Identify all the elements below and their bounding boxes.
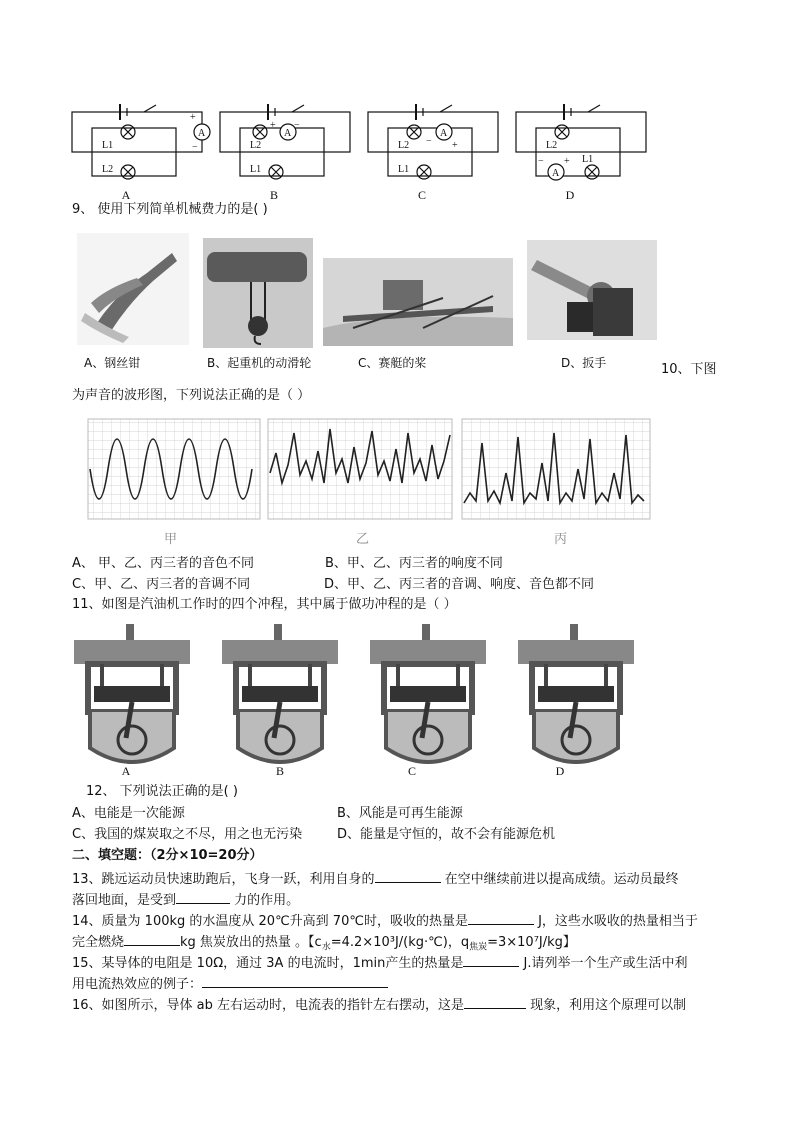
q12-option-a: A、电能是一次能源 — [72, 806, 185, 821]
pliers-photo — [77, 233, 189, 345]
ammeter-d: A — [552, 168, 560, 179]
ammeter-b: A — [284, 128, 292, 139]
lamp-label-l1-d: L1 — [582, 154, 594, 165]
q14-part-c: 完全燃烧 — [72, 935, 125, 950]
q14-blank-1[interactable] — [468, 910, 534, 925]
ammeter-a: A — [198, 128, 206, 139]
lamp-label-l1-b: L1 — [250, 164, 262, 175]
q9-option-b: B、起重机的动滑轮 — [207, 356, 312, 370]
wrench-photo — [527, 240, 657, 340]
q13-part-d: 力的作用。 — [230, 893, 300, 908]
q14-part-a: 14、质量为 100kg 的水温度从 20℃升高到 70℃时，吸收的热量是 — [72, 914, 468, 929]
engine-strokes-figure — [70, 618, 650, 780]
lamp-label-l2-c: L2 — [398, 140, 410, 151]
rowing-oar-photo — [323, 258, 513, 346]
q15-part-a: 15、某导体的电阻是 10Ω，通过 3A 的电流时，1min产生的热量是 — [72, 956, 464, 971]
q13-blank-1[interactable] — [375, 868, 441, 883]
q10-option-d: D、甲、乙、丙三者的音调、响度、音色都不同 — [324, 577, 595, 592]
wave-label-jia: 甲 — [164, 531, 178, 546]
q14-line1 — [72, 910, 698, 931]
q10-option-a: A、 甲、乙、丙三者的音色不同 — [72, 556, 255, 571]
q10-option-c: C、甲、乙、丙三者的音调不同 — [72, 577, 251, 592]
q15-part-c: 用电流热效应的例子： — [72, 977, 203, 992]
q16-line1 — [72, 994, 686, 1015]
lamp-label-l2-b: L2 — [250, 140, 262, 151]
polarity-minus-d: − — [538, 156, 544, 167]
section-2-title: 二、填空题：（2分×10=20分） — [72, 848, 263, 863]
engine-label-c: C — [407, 764, 416, 778]
q13-part-b: 在空中继续前进以提高成绩。运动员最终 — [440, 872, 679, 887]
polarity-plus-b: + — [270, 120, 276, 131]
q13-blank-2[interactable] — [176, 889, 230, 904]
q16-part-a: 16、如图所示，导体 ab 左右运动时，电流表的指针左右摆动，这是 — [72, 998, 465, 1013]
engine-label-b: B — [275, 764, 284, 778]
q14-part-f: =3×10⁷J/kg】 — [487, 935, 576, 950]
q14-part-d: kg 焦炭放出的热量 。【c — [180, 935, 322, 950]
polarity-plus-c: + — [452, 140, 458, 151]
waveform-figure — [84, 413, 654, 553]
q12-stem: 12、 下列说法正确的是( ) — [86, 784, 238, 799]
q9-option-c: C、赛艇的桨 — [358, 356, 427, 370]
q9-option-a: A、钢丝钳 — [84, 356, 141, 370]
circuit-label-d: D — [565, 188, 575, 202]
wave-label-bing: 丙 — [554, 531, 568, 546]
q15-line1 — [72, 952, 687, 973]
q13-line1 — [72, 868, 679, 889]
q11-stem: 11、如图是汽油机工作时的四个冲程，其中属于做功冲程的是（ ） — [72, 597, 457, 612]
q12-option-b: B、风能是可再生能源 — [337, 806, 463, 821]
q15-line2 — [72, 973, 388, 994]
polarity-minus-a: − — [192, 142, 198, 153]
q15-blank-2[interactable] — [202, 973, 388, 988]
q15-blank-1[interactable] — [463, 952, 519, 967]
circuit-diagrams — [60, 92, 660, 202]
circuit-label-c: C — [417, 188, 426, 202]
wave-label-yi: 乙 — [356, 531, 370, 546]
polarity-minus-c: − — [426, 136, 432, 147]
q13-part-a: 13、跳远运动员快速助跑后，飞身一跃，利用自身的 — [72, 872, 375, 887]
polarity-plus-a: + — [190, 112, 196, 123]
q9-option-d: D、扳手 — [561, 356, 607, 370]
engine-label-d: D — [555, 764, 565, 778]
q13-line2 — [72, 889, 299, 910]
q13-part-c: 落回地面，是受到 — [72, 893, 177, 908]
q12-option-d: D、能量是守恒的，故不会有能源危机 — [337, 827, 556, 842]
circuit-b — [220, 104, 350, 179]
lamp-label-l2-d: L2 — [546, 140, 558, 151]
q10-stem: 为声音的波形图，下列说法正确的是（ ） — [72, 388, 311, 403]
circuit-c — [368, 104, 498, 179]
circuit-label-b: B — [269, 188, 278, 202]
q14-part-b: J，这些水吸收的热量相当于 — [533, 914, 698, 929]
polarity-plus-d: + — [564, 156, 570, 167]
lamp-label-l1-c: L1 — [398, 164, 410, 175]
circuit-d — [516, 104, 646, 180]
q14-part-e: =4.2×10³J/(kg·℃)，q — [330, 935, 470, 950]
q16-blank-1[interactable] — [464, 994, 526, 1009]
ammeter-c: A — [440, 128, 448, 139]
q14-blank-2[interactable] — [124, 931, 180, 946]
polarity-minus-b: − — [294, 120, 300, 131]
q14-sub-water: 水 — [321, 942, 331, 953]
q9-stem: 9、 使用下列简单机械费力的是( ) — [72, 202, 268, 217]
crane-pulley-photo — [203, 238, 313, 348]
q15-part-b: J.请列举一个生产或生活中利 — [519, 956, 688, 971]
lamp-label-l2-a: L2 — [102, 164, 114, 175]
lamp-label-l1-a: L1 — [102, 140, 114, 151]
circuit-label-a: A — [121, 188, 131, 202]
engine-label-a: A — [121, 764, 131, 778]
q14-sub-coke: 焦炭 — [469, 942, 488, 953]
q16-part-b: 现象，利用这个原理可以制 — [526, 998, 687, 1013]
q10-option-b: B、甲、乙、丙三者的响度不同 — [325, 556, 503, 571]
q10-lead: 10、下图 — [661, 362, 717, 377]
q12-option-c: C、我国的煤炭取之不尽，用之也无污染 — [72, 827, 303, 842]
